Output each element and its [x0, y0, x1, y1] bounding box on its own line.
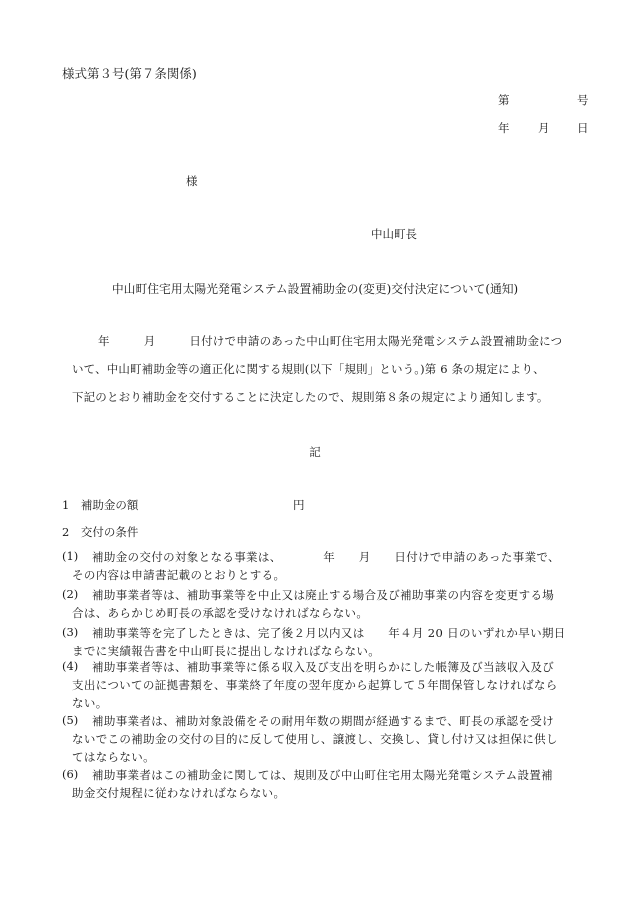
conditions-heading: 2 交付の条件	[62, 525, 139, 539]
condition-number: (6)	[62, 767, 79, 781]
condition-text: 補助金の交付の対象となる事業は、 年 月 日付けで申請のあった事業で、	[92, 550, 560, 564]
body-line-1	[98, 333, 562, 349]
subsidy-amount-label: 1 補助金の額	[62, 498, 139, 512]
condition-text: 補助事業者等は、補助事業等に係る収入及び支出を明らかにした帳簿及び当該収入及び	[92, 660, 555, 674]
date-year-label: 年	[498, 121, 510, 135]
document-number-suffix: 号	[577, 93, 589, 107]
body-year-label: 年	[98, 334, 110, 348]
form-number: 様式第３号(第７条関係)	[62, 66, 197, 81]
condition-number: (4)	[62, 659, 79, 673]
condition-text: 支出についての証拠書類を、事業終了年度の翌年度から起算して５年間保管しなければなら	[72, 678, 558, 692]
date-month-label: 月	[538, 121, 550, 135]
body-line-3: 下記のとおり補助金を交付することに決定したので、規則第８条の規定により通知します。	[72, 390, 549, 404]
condition-number: (3)	[62, 625, 79, 639]
condition-number: (2)	[62, 587, 79, 601]
condition-text: 合は、あらかじめ町長の承認を受けなければならない。	[72, 606, 369, 620]
condition-number: (5)	[62, 713, 79, 727]
condition-text: 助金交付規程に従わなければならない。	[72, 786, 286, 800]
condition-text: その内容は申請書記載のとおりとする。	[72, 568, 286, 582]
sender-name: 中山町長	[371, 227, 417, 241]
condition-text: 補助事業者はこの補助金に関しては、規則及び中山町住宅用太陽光発電システム設置補	[92, 768, 553, 782]
condition-text: までに実績報告書を中山町長に提出しなければならない。	[72, 644, 381, 658]
body-month-label: 月	[143, 334, 156, 348]
ki-heading: 記	[309, 445, 321, 459]
document-number-prefix: 第	[498, 93, 510, 107]
condition-text: ないでこの補助金の交付の目的に反して使用し、譲渡し、交換し、貸し付け又は担保に供し	[72, 732, 558, 746]
condition-text: 補助事業者等は、補助事業等を中止又は廃止する場合及び補助事業の内容を変更する場	[92, 588, 555, 602]
document-title: 中山町住宅用太陽光発電システム設置補助金の(変更)交付決定について(通知)	[111, 282, 519, 296]
condition-text: ない。	[72, 696, 108, 710]
body-line-2: いて、中山町補助金等の適正化に関する規則(以下「規則」という。)第 6 条の規定により、	[72, 362, 545, 376]
condition-text: 補助事業者は、補助対象設備をその耐用年数の期間が経過するまで、町長の承認を受け	[92, 714, 554, 728]
condition-number: (1)	[62, 549, 79, 563]
subsidy-amount-unit: 円	[293, 498, 305, 512]
condition-text: 補助事業等を完了したときは、完了後２月以内又は 年４月 20 日のいずれか早い期日	[92, 626, 566, 640]
date-day-label: 日	[577, 121, 589, 135]
addressee-honorific: 様	[186, 174, 198, 188]
body-line-1-text: 日付けで申請のあった中山町住宅用太陽光発電システム設置補助金につ	[189, 334, 563, 348]
condition-text: てはならない。	[72, 750, 155, 764]
